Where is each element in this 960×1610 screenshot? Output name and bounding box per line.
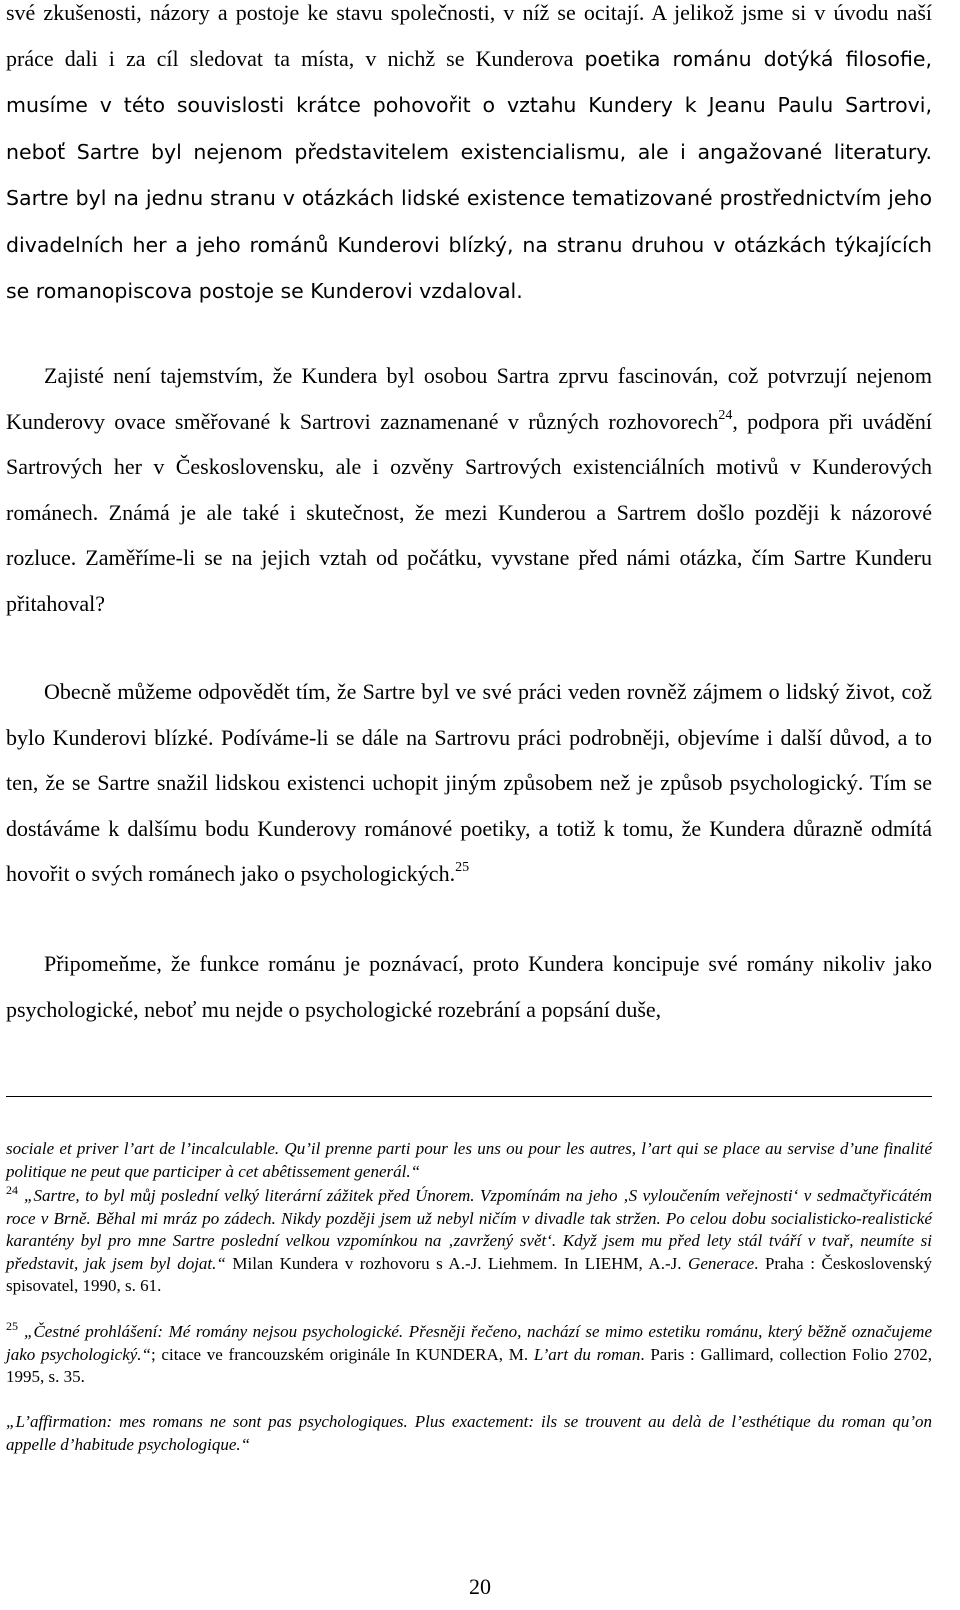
footnote-25-french-text: „L’affirmation: mes romans ne sont pas psychologiques. Plus exactement: ils se trouvent au delà de l’esthétique du roman qu’on appelle d’habitude psychologique.“ (6, 1412, 932, 1454)
footnote-25-source-b: . Paris : Gallimard, collection Folio 2702, 1995, s. 35. (6, 1344, 932, 1387)
paragraph-4 (6, 941, 932, 1032)
paragraph-2 (6, 353, 932, 626)
footnote-24-number: 24 (6, 1183, 18, 1197)
page-number: 20 (469, 1574, 491, 1599)
footnote-24-source-title: Generace (688, 1253, 755, 1273)
paragraph-1 (6, 0, 932, 315)
paragraph-3-text: Obecně můžeme odpovědět tím, že Sartre byl ve své práci veden rovněž zájmem o lidský život, což bylo Kunderovi blízké. Podíváme-li se dále na Sartrovu práci podrobněji, objevíme i další důvod, a to ten, že se Sartre snažil lidskou existenci uchopit jiným způsobem než je způsob psychologický. Tím se dostáváme k dalšímu bodu Kunderovy románové poetiky, a totiž k tomu, že Kundera důrazně odmítá hovořit o svých románech jako o psychologických. (6, 679, 932, 886)
footnote-25-number: 25 (6, 1319, 18, 1333)
paragraph-4-text: Připomeňme, že funkce románu je poznávací, proto Kundera koncipuje své romány nikoliv jako psychologické, neboť mu nejde o psychologické rozebrání a popsání duše, (6, 951, 932, 1022)
paragraph-3 (6, 669, 932, 897)
footnote-ref-24: 24 (718, 407, 733, 423)
paragraph-2-text-a: Zajisté není tajemstvím, že Kundera byl osobou Sartra zprvu fascinován, což potvrzují nejenom Kunderovy ovace směřované k Sartrovi zaznamenané v různých rozhovorech (6, 363, 932, 434)
footnote-24-quote: „Sartre, to byl můj poslední velký literární zážitek před Únorem. Vzpomínám na jeho ‚S vyloučením veřejnosti‘ v sedmačtyřicátém roce v Brně. Běhal mi mráz po zádech. Nikdy později jsem už nebyl ničím v divadle tak stržen. Po celou dobu socialisticko-realistické karantény byl pro mne Sartre poslední velkou vzpomínkou na ‚zavržený svět‘. Když jsem mu před lety stál tváří v tvař, neumíte si představit, jak jsem byl dojat.“ (6, 1186, 932, 1273)
paragraph-1-text-b: poetika románu dotýká filosofie, musíme v této souvislosti krátce pohovořit o vztahu Kundery k Jeanu Paulu Sartrovi, neboť Sartre byl nejenom představitelem existencialismu, ale i angažované literatury. (6, 46, 932, 164)
footnote-25-source-a: ; citace ve francouzském originále In KUNDERA, M. (150, 1344, 534, 1364)
paragraph-2-text-b: , podpora při uvádění Sartrových her v Československu, ale i ozvěny Sartrových existenciálních motivů v Kunderových románech. Známá je ale také i skutečnost, že mezi Kunderou a Sartrem došlo později k názorové rozluce. Zaměříme-li se na jejich vztah od počátku, vyvstane před námi otázka, čím Sartre Kunderu přitahoval? (6, 408, 932, 616)
paragraph-1-text-c: Sartre byl na jednu stranu v otázkách lidské existence tematizované prostřednictvím jeho divadelních her a jeho románů Kunderovi blízký, na stranu druhou v otázkách týkajících se romanopiscova postoje se Kunderovi vzdaloval. (6, 186, 932, 303)
footnote-25-quote: „Čestné prohlášení: Mé romány nejsou psychologické. Přesněji řečeno, nachází se mimo estetiku románu, který běžně označujeme jako psychologický.“ (6, 1322, 932, 1364)
footnote-25-french (6, 1411, 932, 1456)
footnote-24 (6, 1185, 932, 1298)
footnote-24-source-b: . Praha : Československý spisovatel, 1990, s. 61. (6, 1253, 932, 1296)
footnote-24-source-a: Milan Kundera v rozhovoru s A.-J. Liehmem. In LIEHM, A.-J. (225, 1253, 689, 1273)
footnote-separator (6, 1096, 932, 1097)
footnote-ref-25: 25 (455, 860, 470, 875)
footnote-continuation-text: sociale et priver l’art de l’incalculable. Qu’il prenne parti pour les uns ou pour les autres, l’art qui se place au servise d’une finalité politique ne peut que participer à cet abêtissement generál.“ (6, 1139, 932, 1181)
paragraph-1-text-a: své zkušenosti, názory a postoje ke stavu společnosti, v níž se ocitají. A jelikož jsme si v úvodu naší práce dali i za cíl sledovat ta místa, v nichž se Kunderova (6, 0, 932, 71)
footnote-25 (6, 1321, 932, 1389)
footnote-25-source-title: L’art du roman (533, 1344, 641, 1364)
footnote-continuation (6, 1138, 932, 1183)
